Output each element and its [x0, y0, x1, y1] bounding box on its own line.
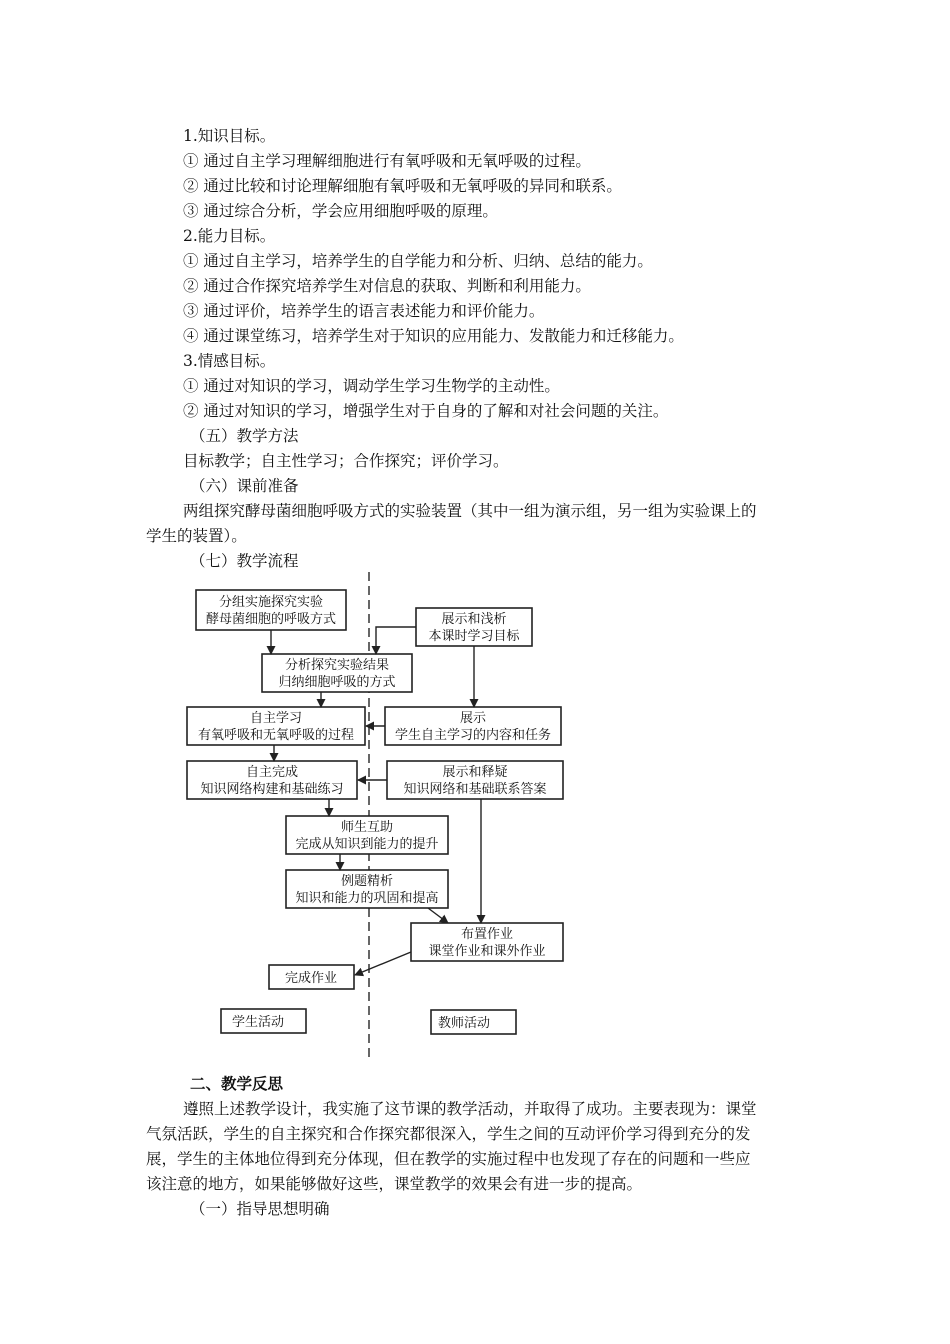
preparation-text: 学生的装置）。 [146, 527, 247, 545]
arrow-connector [355, 952, 411, 975]
svg-text:学生自主学习的内容和任务: 学生自主学习的内容和任务 [394, 728, 552, 743]
svg-text:本课时学习目标: 本课时学习目标 [428, 629, 520, 644]
svg-text:展示和浅析: 展示和浅析 [441, 612, 507, 627]
svg-text:展示和释疑: 展示和释疑 [442, 765, 508, 780]
ability-item: ④ 通过课堂练习，培养学生对于知识的应用能力、发散能力和迁移能力。 [183, 327, 684, 345]
arrow-connector [376, 627, 416, 654]
reflection-text: 遵照上述教学设计，我实施了这节课的教学活动，并取得了成功。主要表现为：课堂 [183, 1100, 757, 1118]
student-step-7 [269, 965, 354, 989]
preparation-text: 两组探究酵母菌细胞呼吸方式的实验装置（其中一组为演示组，另一组为实验课上的 [183, 502, 757, 520]
teacher-step-4 [411, 923, 563, 961]
student-step-3 [187, 707, 365, 745]
svg-text:归纳细胞呼吸的方式: 归纳细胞呼吸的方式 [278, 675, 396, 690]
ability-heading: 2.能力目标。 [183, 227, 276, 245]
student-step-4 [187, 761, 357, 799]
svg-text:课堂作业和课外作业: 课堂作业和课外作业 [428, 944, 546, 959]
preparation-heading: （六）课前准备 [190, 477, 299, 495]
methods-text: 目标教学；自主性学习；合作探究；评价学习。 [183, 452, 509, 470]
reflection-text: 气氛活跃，学生的自主探究和合作探究都很深入，学生之间的互动评价学习得到充分的发 [146, 1125, 751, 1143]
reflection-heading: 二、教学反思 [190, 1075, 284, 1093]
emotion-item: ② 通过对知识的学习，增强学生对于自身的了解和对社会问题的关注。 [183, 402, 669, 420]
reflection-text: 该注意的地方，如果能够做好这些，课堂教学的效果会有进一步的提高。 [146, 1175, 643, 1193]
svg-text:知识和能力的巩固和提高: 知识和能力的巩固和提高 [295, 891, 439, 906]
arrow-connector [428, 908, 448, 923]
svg-text:分析探究实验结果: 分析探究实验结果 [284, 658, 390, 673]
ability-item: ③ 通过评价，培养学生的语言表述能力和评价能力。 [183, 302, 545, 320]
svg-text:师生互助: 师生互助 [340, 820, 394, 835]
methods-heading: （五）教学方法 [190, 427, 299, 445]
emotion-heading: 3.情感目标。 [183, 352, 276, 370]
svg-text:分组实施探究实验: 分组实施探究实验 [218, 595, 324, 610]
svg-text:完成从知识到能力的提升: 完成从知识到能力的提升 [295, 837, 439, 852]
teacher-step-2 [385, 707, 561, 745]
svg-text:例题精析: 例题精析 [340, 874, 394, 889]
knowledge-item: ② 通过比较和讨论理解细胞有氧呼吸和无氧呼吸的异同和联系。 [183, 177, 622, 195]
knowledge-item: ① 通过自主学习理解细胞进行有氧呼吸和无氧呼吸的过程。 [183, 152, 591, 170]
emotion-item: ① 通过对知识的学习，调动学生学习生物学的主动性。 [183, 377, 560, 395]
knowledge-heading: 1.知识目标。 [183, 127, 276, 145]
knowledge-item: ③ 通过综合分析，学会应用细胞呼吸的原理。 [183, 202, 498, 220]
reflection-subheading: （一）指导思想明确 [190, 1200, 330, 1218]
teacher-step-1 [416, 608, 532, 646]
svg-text:教师活动: 教师活动 [437, 1016, 491, 1031]
teacher-step-3 [387, 761, 563, 799]
svg-text:布置作业: 布置作业 [460, 927, 514, 942]
svg-text:有氧呼吸和无氧呼吸的过程: 有氧呼吸和无氧呼吸的过程 [197, 728, 355, 743]
svg-text:自主完成: 自主完成 [245, 765, 299, 780]
student-step-6 [286, 870, 448, 908]
student-step-2 [262, 654, 412, 692]
ability-item: ② 通过合作探究培养学生对信息的获取、判断和利用能力。 [183, 277, 591, 295]
ability-item: ① 通过自主学习，培养学生的自学能力和分析、归纳、总结的能力。 [183, 252, 653, 270]
legend-teacher [431, 1010, 516, 1034]
svg-text:学生活动: 学生活动 [231, 1015, 285, 1030]
student-step-1 [196, 590, 346, 630]
student-step-5 [286, 816, 448, 854]
svg-text:自主学习: 自主学习 [249, 711, 303, 726]
legend-student [221, 1009, 306, 1033]
flow-heading: （七）教学流程 [190, 552, 299, 570]
svg-text:展示: 展示 [459, 711, 487, 726]
svg-text:完成作业: 完成作业 [284, 971, 338, 986]
svg-text:酵母菌细胞的呼吸方式: 酵母菌细胞的呼吸方式 [205, 612, 337, 627]
svg-text:知识网络和基础联系答案: 知识网络和基础联系答案 [403, 782, 547, 797]
svg-text:知识网络构建和基础练习: 知识网络构建和基础练习 [200, 782, 344, 797]
reflection-text: 展，学生的主体地位得到充分体现，但在教学的实施过程中也发现了存在的问题和一些应 [146, 1150, 751, 1168]
